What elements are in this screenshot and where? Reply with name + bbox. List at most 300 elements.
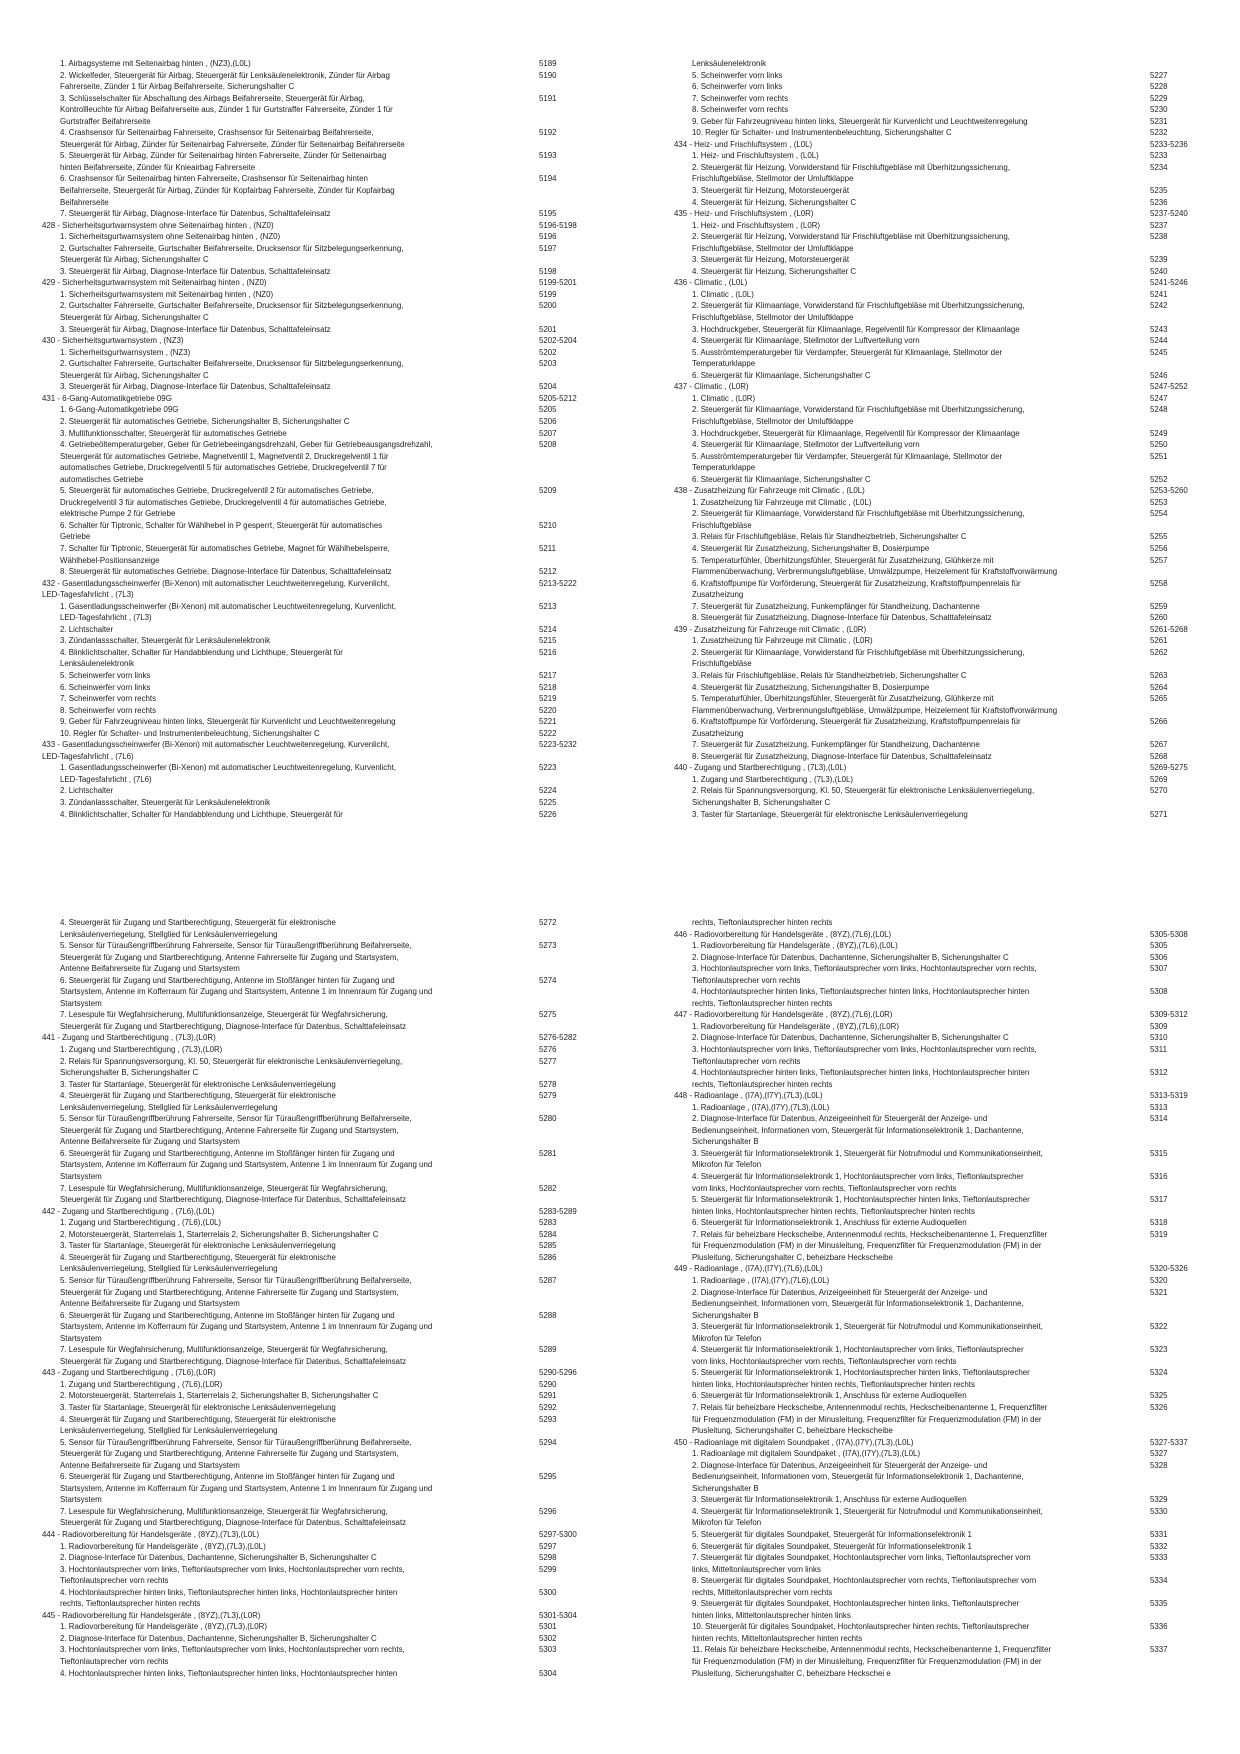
index-section-heading bbox=[674, 624, 1188, 636]
page-number: 5333 bbox=[1150, 1553, 1168, 1563]
page-number: 5253 bbox=[1150, 497, 1168, 507]
index-entry bbox=[674, 1113, 1174, 1148]
index-section-heading bbox=[42, 1529, 577, 1541]
page-number: 5210 bbox=[539, 520, 557, 530]
index-entry bbox=[674, 81, 1174, 93]
index-entry bbox=[42, 358, 557, 381]
entry-title: 2. Motorsteuergerät, Starterrelais 1, Starterrelais 2, Sicherungshalter B, Sicherungshalter C bbox=[60, 1391, 379, 1401]
page-number: 5265 bbox=[1150, 694, 1168, 704]
entry-title: 1. Sicherheitsgurtwarnsystem mit Seitenairbag hinten , (NZ0) bbox=[60, 289, 274, 299]
entry-title: 4. Steuergerät für Heizung, Sicherungshalter C bbox=[692, 197, 857, 207]
page-number: 5237 bbox=[1150, 220, 1168, 230]
index-entry bbox=[674, 1367, 1174, 1390]
page-number: 5214 bbox=[539, 624, 557, 634]
index-entry bbox=[674, 266, 1174, 278]
entry-title: 4. Steuergerät für Zusatzheizung, Sicherungshalter B, Dosierpumpe bbox=[692, 682, 930, 692]
entry-title: 4. Steuergerät für Informationselektronik 1, Hochtonlautsprecher vorn links, Tieftonlautsprecher vorn links, Hochtonlautsprecher vorn rechts, Tieftonlautsprecher vorn rechts bbox=[692, 1345, 1024, 1366]
entry-title: 2. Diagnose-Interface für Datenbus, Dachantenne, Sicherungshalter B, Sicherungshalter C bbox=[60, 1553, 377, 1563]
page-number: 5320-5326 bbox=[1150, 1264, 1188, 1274]
index-entry bbox=[674, 1032, 1174, 1044]
entry-title: 1. 6-Gang-Automatikgetriebe 09G bbox=[60, 405, 179, 415]
entry-title: 8. Steuergerät für Zusatzheizung, Diagnose-Interface für Datenbus, Schalttafeleinsatz bbox=[692, 613, 992, 623]
index-section-heading bbox=[674, 762, 1188, 774]
page-number: 5199-5201 bbox=[539, 278, 577, 288]
page-number: 5196-5198 bbox=[539, 220, 577, 230]
index-entry bbox=[674, 1506, 1174, 1529]
entry-title: 2. Diagnose-Interface für Datenbus, Anzeigeeinheit für Steuergerät der Anzeige- und Bedienungseinheit, Informationen vorn, Steuergerät für Informationselektronik 1, Dachantenne, Sicherungshalter B bbox=[692, 1460, 1024, 1493]
page-number: 5202 bbox=[539, 347, 557, 357]
entry-title: 3. Hochtonlautsprecher vorn links, Tieftonlautsprecher vorn links, Hochtonlautsprecher vorn rechts, Tieftonlautsprecher vorn rechts bbox=[692, 964, 1037, 985]
index-entry bbox=[42, 428, 557, 440]
page-number: 5259 bbox=[1150, 601, 1168, 611]
entry-title: 6. Scheinwerfer vorn links bbox=[60, 682, 151, 692]
page-number: 5200 bbox=[539, 301, 557, 311]
page-number: 5223-5232 bbox=[539, 740, 577, 750]
index-entry bbox=[42, 1506, 557, 1529]
entry-title: 6. Schalter für Tiptronic, Schalter für Wählhebel in P gesperrt, Steuergerät für automatisches Getriebe bbox=[60, 520, 383, 542]
page-number: 5308 bbox=[1150, 987, 1168, 997]
entry-title: 443 - Zugang und Startberechtigung , (7L6),(L0R) bbox=[42, 1368, 216, 1378]
page-number: 5278 bbox=[539, 1079, 557, 1089]
entry-title: 5. Steuergerät für automatisches Getriebe, Druckregelventil 2 für automatisches Getriebe, Druckregelventil 3 für automatisches Getriebe, Druckregelventil 4 für automatisches Getriebe, elektrische Pumpe 2 für Getriebe bbox=[60, 486, 387, 519]
page-number: 5318 bbox=[1150, 1218, 1168, 1228]
page-number: 5225 bbox=[539, 798, 557, 807]
entry-title: 5. Ausströmtemperaturgeber für Verdampfer, Steuergerät für Klimaanlage, Stellmotor der Temperaturklappe bbox=[692, 347, 1003, 369]
entry-title: 449 - Radioanlage , (I7A),(I7Y),(7L6),(L0L) bbox=[674, 1264, 823, 1274]
entry-title: 3. Zündanlassschalter, Steuergerät für Lenksäulenelektronik bbox=[60, 636, 271, 646]
index-entry bbox=[674, 497, 1174, 509]
entry-title: 9. Steuergerät für digitales Soundpaket, Hochtonlautsprecher hinten links, Tieftonlautsprecher hinten links, Mitteltonlautsprecher hinten links bbox=[692, 1599, 1020, 1620]
entry-title: 2. Steuergerät für Heizung, Vorwiderstand für Frischluftgebläse mit Überhitzungssicherung, Frischluftgebläse, Stellmotor der Umluftklappe bbox=[692, 232, 1010, 253]
page-number: 5326 bbox=[1150, 1402, 1168, 1412]
index-entry bbox=[674, 300, 1174, 323]
page-number: 5237-5240 bbox=[1150, 209, 1188, 219]
page-number: 5268 bbox=[1150, 751, 1168, 761]
index-section-heading bbox=[674, 485, 1188, 497]
entry-title: Lenksäulenelektronik bbox=[692, 59, 767, 68]
entry-title: 6. Steuergerät für Zugang und Startberechtigung, Antenne im Stoßfänger hinten für Zugang und Startsystem, Antenne im Kofferraum für Zugang und Startsystem, Antenne 1 im Innenraum für Zugang und Startsystem bbox=[60, 975, 433, 1008]
index-entry bbox=[42, 173, 557, 208]
entry-title: 5. Steuergerät für digitales Soundpaket, Steuergerät für Informationselektronik 1 bbox=[692, 1529, 972, 1539]
index-entry bbox=[674, 335, 1174, 347]
entry-title: 5. Temperaturfühler, Überhitzungsfühler, Steuergerät für Zusatzheizung, Glühkerze mit Flammenüberwachung, Verbrennungsluftgebläse, Umwälzpumpe, Heizelement für Kraftstoffvorwärmung bbox=[692, 694, 1058, 715]
page-number: 5219 bbox=[539, 694, 557, 704]
index-section-heading bbox=[42, 578, 577, 601]
page-number: 5331 bbox=[1150, 1529, 1168, 1539]
index-entry bbox=[42, 1056, 557, 1079]
entry-title: 2. Diagnose-Interface für Datenbus, Dachantenne, Sicherungshalter B, Sicherungshalter C bbox=[692, 952, 1009, 962]
index-entry bbox=[674, 1621, 1174, 1644]
page-number: 5233-5236 bbox=[1150, 139, 1188, 149]
entry-title: 5. Sensor für Türaußengriffberührung Fahrerseite, Sensor für Türaußengriffberührung Beifahrerseite, Steuergerät für Zugang und Startberechtigung, Antenne Fahrerseite für Zugang und Startsystem, Antenne Beifahrerseite für Zugang und Startsystem bbox=[60, 1437, 412, 1470]
page-number: 5205 bbox=[539, 405, 557, 415]
page-number: 5258 bbox=[1150, 578, 1168, 588]
entry-title: 8. Scheinwerfer vorn rechts bbox=[60, 705, 157, 715]
entry-title: 450 - Radioanlage mit digitalem Soundpaket , (I7A),(I7Y),(7L3),(L0L) bbox=[674, 1437, 914, 1447]
page-number: 5305-5308 bbox=[1150, 929, 1188, 939]
index-entry bbox=[42, 1344, 557, 1367]
page-number: 5236 bbox=[1150, 197, 1168, 207]
index-section-heading bbox=[674, 208, 1188, 220]
page-number: 5325 bbox=[1150, 1391, 1168, 1401]
page-number: 5283 bbox=[539, 1218, 557, 1228]
page-number: 5307 bbox=[1150, 964, 1168, 974]
index-entry bbox=[674, 220, 1174, 232]
entry-title: 2. Steuergerät für Klimaanlage, Vorwiderstand für Frischluftgebläse mit Überhitzungssicherung, Frischluftgebläse bbox=[692, 509, 1025, 530]
page-number: 5296 bbox=[539, 1506, 557, 1516]
page-number: 5289 bbox=[539, 1345, 557, 1355]
entry-title: 1. Zugang und Startberechtigung , (7L6),(L0R) bbox=[60, 1379, 223, 1389]
index-entry bbox=[42, 416, 557, 428]
index-entry bbox=[674, 428, 1174, 440]
page-number: 5297-5300 bbox=[539, 1529, 577, 1539]
index-entry bbox=[674, 162, 1174, 185]
entry-title: 4. Crashsensor für Seitenairbag Fahrerseite, Crashsensor für Seitenairbag Beifahrerseite, Steuergerät für Airbag, Zünder für Seitenairbag Fahrerseite, Zünder für Seitenairbag Beifahrerseite bbox=[60, 128, 405, 149]
entry-title: 2. Steuergerät für Klimaanlage, Vorwiderstand für Frischluftgebläse mit Überhitzungssicherung, Frischluftgebläse, Stellmotor der Umluftklappe bbox=[692, 405, 1025, 426]
index-entry bbox=[674, 1390, 1174, 1402]
index-entry bbox=[674, 612, 1174, 624]
entry-title: 6. Steuergerät für Informationselektronik 1, Anschluss für externe Audioquellen bbox=[692, 1218, 967, 1228]
page-number: 5306 bbox=[1150, 952, 1168, 962]
page-number: 5256 bbox=[1150, 543, 1168, 553]
entry-title: 4. Steuergerät für Klimaanlage, Stellmotor der Luftverteilung vorn bbox=[692, 440, 920, 450]
page-number: 5220 bbox=[539, 705, 557, 715]
entry-title: 3. Steuergerät für Airbag, Diagnose-Interface für Datenbus, Schalttafeleinsatz bbox=[60, 266, 331, 276]
page-number: 5223 bbox=[539, 763, 557, 773]
index-section-heading bbox=[42, 1032, 577, 1044]
page-number: 5279 bbox=[539, 1091, 557, 1101]
index-section-heading bbox=[42, 1206, 577, 1218]
index-entry bbox=[674, 952, 1174, 964]
entry-title: 7. Steuergerät für Zusatzheizung, Funkempfänger für Standheizung, Dachantenne bbox=[692, 601, 980, 611]
entry-title: 1. Radioanlage , (I7A),(I7Y),(7L6),(L0L) bbox=[692, 1275, 830, 1285]
page-number: 5202-5204 bbox=[539, 336, 577, 346]
index-section-heading bbox=[42, 739, 577, 762]
page-number: 5274 bbox=[539, 975, 557, 985]
page-number: 5195 bbox=[539, 209, 557, 219]
index-entry bbox=[42, 762, 557, 785]
index-entry bbox=[42, 347, 557, 359]
index-entry bbox=[674, 185, 1174, 197]
entry-title: 7. Relais für beheizbare Heckscheibe, Antennenmodul rechts, Heckscheibenantenne 1, Frequenzfilter für Frequenzmodulation (FM) in der Minusleitung, Frequenzfilter für Frequenzmodulation (FM) in der Plusleitung, Sicherungshalter C, beheizbare Heckscheibe bbox=[692, 1229, 1048, 1262]
entry-title: 2. Diagnose-Interface für Datenbus, Dachantenne, Sicherungshalter B, Sicherungshalter C bbox=[692, 1033, 1009, 1043]
page-number: 5227 bbox=[1150, 70, 1168, 80]
index-section-heading bbox=[674, 1009, 1188, 1021]
page-number: 5239 bbox=[1150, 255, 1168, 265]
page-number: 5322 bbox=[1150, 1322, 1168, 1332]
entry-title: 444 - Radiovorbereitung für Handelsgeräte , (8YZ),(7L3),(L0L) bbox=[42, 1529, 260, 1539]
index-entry bbox=[42, 485, 557, 520]
entry-title: 5. Scheinwerfer vorn links bbox=[692, 70, 783, 80]
page-number: 5310 bbox=[1150, 1033, 1168, 1043]
index-entry bbox=[42, 70, 557, 93]
page-number: 5303 bbox=[539, 1645, 557, 1655]
entry-title: 2. Lichtschalter bbox=[60, 624, 114, 634]
page-number: 5197 bbox=[539, 243, 557, 253]
page-number: 5235 bbox=[1150, 186, 1168, 196]
entry-title: 1. Climatic , (L0L) bbox=[692, 289, 754, 299]
index-entry bbox=[674, 917, 1174, 929]
index-entry bbox=[42, 682, 557, 694]
index-entry bbox=[42, 93, 557, 128]
entry-title: 6. Steuergerät für Zugang und Startberechtigung, Antenne im Stoßfänger hinten für Zugang und Startsystem, Antenne im Kofferraum für Zugang und Startsystem, Antenne 1 im Innenraum für Zugang und Startsystem bbox=[60, 1148, 433, 1182]
entry-title: 5. Sensor für Türaußengriffberührung Fahrerseite, Sensor für Türaußengriffberührung Beifahrerseite, Steuergerät für Zugang und Startberechtigung, Antenne Fahrerseite für Zugang und Startsystem, Antenne Beifahrerseite für Zugang und Startsystem bbox=[60, 1114, 412, 1147]
entry-title: 1. Climatic , (L0R) bbox=[692, 393, 756, 403]
page-number: 5320 bbox=[1150, 1275, 1168, 1285]
entry-title: 1. Zugang und Startberechtigung , (7L3),(L0R) bbox=[60, 1045, 223, 1055]
page-number: 5245 bbox=[1150, 347, 1168, 357]
page-number: 5263 bbox=[1150, 670, 1168, 680]
page-number: 5323 bbox=[1150, 1345, 1168, 1355]
page-number: 5222 bbox=[539, 728, 557, 738]
index-entry bbox=[42, 566, 557, 578]
index-entry bbox=[674, 1541, 1174, 1553]
entry-title: 428 - Sicherheitsgurtwarnsystem ohne Seitenairbag hinten , (NZ0) bbox=[42, 220, 274, 230]
entry-title: 8. Steuergerät für Zusatzheizung, Diagnose-Interface für Datenbus, Schalttafeleinsatz bbox=[692, 751, 992, 761]
index-section-heading bbox=[674, 1090, 1188, 1102]
index-entry bbox=[674, 751, 1174, 763]
page-number: 5232 bbox=[1150, 128, 1168, 138]
entry-title: 10. Regler für Schalter- und Instrumentenbeleuchtung, Sicherungshalter C bbox=[692, 128, 952, 138]
page-number: 5283-5289 bbox=[539, 1206, 577, 1216]
index-entry bbox=[674, 1102, 1174, 1114]
index-section-heading bbox=[42, 277, 577, 289]
index-entry bbox=[42, 543, 556, 566]
index-entry bbox=[674, 1148, 1174, 1171]
page-number: 5241-5246 bbox=[1150, 278, 1188, 288]
index-entry bbox=[42, 785, 557, 797]
index-entry bbox=[674, 1021, 1174, 1033]
index-entry bbox=[42, 231, 557, 243]
entry-title: 1. Zusatzheizung für Fahrzeuge mit Climatic , (L0L) bbox=[692, 497, 872, 507]
index-entry bbox=[42, 624, 557, 636]
index-entry bbox=[674, 70, 1174, 82]
entry-title: 429 - Sicherheitsgurtwarnsystem mit Seitenairbag hinten , (NZ0) bbox=[42, 278, 267, 288]
entry-title: 3. Steuergerät für Informationselektronik 1, Anschluss für externe Audioquellen bbox=[692, 1495, 967, 1505]
page-number: 5247 bbox=[1150, 393, 1168, 403]
entry-title: 435 - Heiz- und Frischluftsystem , (L0R) bbox=[674, 209, 814, 219]
page-number: 5252 bbox=[1150, 474, 1168, 484]
index-entry bbox=[42, 1668, 557, 1680]
entry-title: 1. Radiovorbereitung für Handelsgeräte , (8YZ),(7L3),(L0L) bbox=[60, 1541, 266, 1551]
index-entry bbox=[674, 578, 1174, 601]
page-number: 5224 bbox=[539, 786, 557, 796]
entry-title: 3. Taster für Startanlage, Steuergerät für elektronische Lenksäulenverriegelung bbox=[692, 809, 968, 819]
entry-title: 3. Hochtonlautsprecher vorn links, Tieftonlautsprecher vorn links, Hochtonlautsprecher vorn rechts, Tieftonlautsprecher vorn rechts bbox=[60, 1564, 405, 1586]
entry-title: 10. Steuergerät für digitales Soundpaket, Hochtonlautsprecher hinten rechts, Tieftonlautsprecher hinten rechts, Mitteltonlautsprecher hinten rechts bbox=[692, 1622, 1030, 1643]
index-section-heading bbox=[42, 1610, 577, 1622]
entry-title: 432 - Gasentladungsscheinwerfer (Bi-Xenon) mit automatischer Leuchtweitenregelung, Kurvenlicht, LED-Tagesfahrlicht , (7L3) bbox=[42, 578, 390, 600]
page-number: 5280 bbox=[539, 1114, 557, 1124]
index-entry bbox=[42, 635, 557, 647]
entry-title: 3. Hochdruckgeber, Steuergerät für Klimaanlage, Regelventil für Kompressor der Klimaanlage bbox=[692, 428, 1020, 438]
entry-title: 2. Motorsteuergerät, Starterrelais 1, Starterrelais 2, Sicherungshalter B, Sicherungshalter C bbox=[60, 1229, 379, 1239]
index-entry bbox=[674, 986, 1174, 1009]
page-number: 5302 bbox=[539, 1633, 557, 1643]
entry-title: 5. Scheinwerfer vorn links bbox=[60, 670, 151, 680]
page-number: 5299 bbox=[539, 1564, 557, 1574]
index-entry bbox=[674, 531, 1174, 543]
page-number: 5192 bbox=[539, 128, 557, 138]
index-entry bbox=[42, 1310, 557, 1345]
entry-title: 7. Scheinwerfer vorn rechts bbox=[692, 93, 789, 103]
page-number: 5207 bbox=[539, 428, 557, 438]
index-entry bbox=[42, 150, 557, 173]
index-entry bbox=[674, 1194, 1174, 1217]
page-number: 5201 bbox=[539, 324, 557, 334]
page-number: 5213 bbox=[539, 601, 557, 611]
index-entry bbox=[674, 682, 1174, 694]
index-entry bbox=[674, 543, 1174, 555]
page-number: 5270 bbox=[1150, 786, 1168, 796]
entry-title: 3. Taster für Startanlage, Steuergerät für elektronische Lenksäulenverriegelung bbox=[60, 1241, 336, 1251]
page-number: 5272 bbox=[539, 918, 557, 927]
entry-title: 6. Steuergerät für Klimaanlage, Sicherungshalter C bbox=[692, 474, 871, 484]
index-section-heading bbox=[42, 335, 577, 347]
index-entry bbox=[674, 1575, 1174, 1598]
page-number: 5244 bbox=[1150, 336, 1168, 346]
entry-title: 2. Steuergerät für automatisches Getriebe, Sicherungshalter B, Sicherungshalter C bbox=[60, 416, 350, 426]
entry-title: 5. Steuergerät für Informationselektronik 1, Hochtonlautsprecher hinten links, Tieftonlautsprecher hinten links, Hochtonlautsprecher hinten rechts, Tieftonlautsprecher hinten rechts bbox=[692, 1368, 1030, 1389]
entry-title: 9. Geber für Fahrzeugniveau hinten links, Steuergerät für Kurvenlicht und Leuchtweitenregelung bbox=[60, 717, 396, 727]
page-number: 5273 bbox=[539, 941, 557, 951]
entry-title: 4. Steuergerät für Zugang und Startberechtigung, Steuergerät für elektronische Lenksäulenverriegelung, Stellglied für Lenksäulenverriegelung bbox=[60, 1414, 336, 1436]
index-entry bbox=[674, 647, 1174, 670]
entry-title: 2. Wickelfeder, Steuergerät für Airbag, Steuergerät für Lenksäulenelektronik, Zünder für Airbag Fahrerseite, Zünder 1 für Airbag Beifahrerseite, Sicherungshalter C bbox=[60, 70, 390, 92]
index-entry bbox=[674, 809, 1174, 821]
entry-title: 6. Kraftstoffpumpe für Vorförderung, Steuergerät für Zusatzheizung, Kraftstoffpumpenrelais für Zusatzheizung bbox=[692, 578, 1021, 600]
entry-title: 2. Gurtschalter Fahrerseite, Gurtschalter Beifahrerseite, Drucksensor für Sitzbelegungserkennung, Steuergerät für Airbag, Sicherungshalter C bbox=[60, 301, 404, 323]
page-number: 5196 bbox=[539, 232, 557, 242]
page-number: 5312 bbox=[1150, 1068, 1168, 1078]
page-number: 5206 bbox=[539, 416, 557, 426]
index-entry bbox=[674, 1287, 1174, 1322]
page-number: 5230 bbox=[1150, 105, 1168, 115]
index-entry bbox=[42, 1633, 557, 1645]
index-entry bbox=[674, 739, 1174, 751]
page-number: 5298 bbox=[539, 1553, 557, 1563]
entry-title: 2. Diagnose-Interface für Datenbus, Dachantenne, Sicherungshalter B, Sicherungshalter C bbox=[60, 1633, 377, 1643]
index-entry bbox=[674, 670, 1174, 682]
page-number: 5213-5222 bbox=[539, 578, 577, 588]
page-number: 5266 bbox=[1150, 717, 1168, 727]
page-number: 5284 bbox=[539, 1229, 557, 1239]
entry-title: 1. Radiovorbereitung für Handelsgeräte , (8YZ),(7L6),(L0R) bbox=[692, 1021, 900, 1031]
entry-title: 6. Scheinwerfer vorn links bbox=[692, 82, 783, 92]
entry-title: 434 - Heiz- und Frischluftsystem , (L0L) bbox=[674, 139, 813, 149]
page-number: 5254 bbox=[1150, 509, 1168, 519]
page-number: 5277 bbox=[539, 1056, 557, 1066]
page-number: 5332 bbox=[1150, 1541, 1168, 1551]
entry-title: 1. Radioanlage mit digitalem Soundpaket , (I7A),(I7Y),(7L3),(L0L) bbox=[692, 1449, 921, 1459]
page-number: 5314 bbox=[1150, 1114, 1168, 1124]
entry-title: 1. Sicherheitsgurtwarnsystem , (NZ3) bbox=[60, 347, 191, 357]
entry-title: 4. Steuergerät für Zugang und Startberechtigung, Steuergerät für elektronische Lenksäulenverriegelung, Stellglied für Lenksäulenverriegelung bbox=[60, 1091, 336, 1112]
index-entry bbox=[42, 381, 557, 393]
entry-title: 446 - Radiovorbereitung für Handelsgeräte , (8YZ),(7L6),(L0L) bbox=[674, 929, 892, 939]
entry-title: 430 - Sicherheitsgurtwarnsystem , (NZ3) bbox=[42, 336, 184, 346]
entry-title: 6. Steuergerät für Informationselektronik 1, Anschluss für externe Audioquellen bbox=[692, 1391, 967, 1401]
index-entry bbox=[674, 1552, 1174, 1575]
page-number: 5295 bbox=[539, 1472, 557, 1482]
entry-title: 3. Relais für Frischluftgebläse, Relais für Standheizbetrieb, Sicherungshalter C bbox=[692, 670, 967, 680]
page-number: 5251 bbox=[1150, 451, 1168, 461]
index-entry bbox=[42, 520, 557, 543]
index-entry bbox=[42, 1541, 557, 1553]
page-number: 5313 bbox=[1150, 1102, 1168, 1112]
index-entry bbox=[674, 93, 1174, 105]
index-entry bbox=[674, 1448, 1174, 1460]
entry-title: 4. Steuergerät für Heizung, Sicherungshalter C bbox=[692, 266, 857, 276]
index-entry bbox=[42, 243, 557, 266]
index-entry bbox=[674, 635, 1174, 647]
index-section-heading bbox=[674, 1437, 1188, 1449]
page-number: 5309 bbox=[1150, 1021, 1168, 1031]
page-number: 5327-5337 bbox=[1150, 1437, 1188, 1447]
entry-title: 7. Relais für beheizbare Heckscheibe, Antennenmodul rechts, Heckscheibenantenne 1, Frequenzfilter für Frequenzmodulation (FM) in der Minusleitung, Frequenzfilter für Frequenzmodulation (FM) in der Plusleitung, Sicherungshalter C, beheizbare Heckscheibe bbox=[692, 1402, 1048, 1436]
entry-title: 2. Steuergerät für Klimaanlage, Vorwiderstand für Frischluftgebläse mit Überhitzungssicherung, Frischluftgebläse bbox=[692, 647, 1025, 669]
index-entry bbox=[674, 1275, 1174, 1287]
index-entry bbox=[674, 785, 1174, 808]
index-entry bbox=[674, 1217, 1174, 1229]
index-entry bbox=[42, 1552, 557, 1564]
index-entry bbox=[42, 601, 557, 624]
entry-title: 1. Zusatzheizung für Fahrzeuge mit Climatic , (L0R) bbox=[692, 636, 873, 646]
index-entry bbox=[42, 127, 557, 150]
page-number: 5321 bbox=[1150, 1287, 1168, 1297]
entry-title: 7. Lesespule für Wegfahrsicherung, Multifunktionsanzeige, Steuergerät für Wegfahrsicherung, Steuergerät für Zugang und Startberechtigung, Diagnose-Interface für Datenbus, Schalttafeleinsatz bbox=[60, 1183, 407, 1205]
entry-title: 6. Crashsensor für Seitenairbag hinten Fahrerseite, Crashsensor für Seitenairbag hinten Beifahrerseite, Steuergerät für Airbag, Zünder für Kopfairbag Fahrerseite, Zünder für Kopfairbag Beifahrerseite bbox=[60, 174, 395, 207]
entry-title: 4. Blinklichtschalter, Schalter für Handabblendung und Lichthupe, Steuergerät für bbox=[60, 809, 343, 819]
page-number: 5233 bbox=[1150, 151, 1168, 161]
index-entry bbox=[674, 127, 1174, 139]
entry-title: 5. Steuergerät für Informationselektronik 1, Hochtonlautsprecher hinten links, Tieftonlautsprecher hinten links, Hochtonlautsprecher hinten rechts, Tieftonlautsprecher hinten rechts bbox=[692, 1195, 1030, 1216]
entry-title: 4. Getriebeöltemperaturgeber, Geber für Getriebeeingangsdrehzahl, Geber für Getriebeausgangsdrehzahl, Steuergerät für automatisches Getriebe, Magnetventil 1, Magnetventil 2, Druckregelventil 1 für automatisches Getriebe, Druckregelventil 5 für automatisches Getriebe, Druckregelventil 7 für automatisches Getriebe bbox=[60, 440, 433, 484]
index-entry bbox=[674, 393, 1174, 405]
page-number: 5337 bbox=[1150, 1645, 1168, 1655]
index-entry bbox=[674, 508, 1174, 531]
entry-title: 431 - 6-Gang-Automatikgetriebe 09G bbox=[42, 393, 172, 403]
page-number: 5217 bbox=[539, 670, 557, 680]
index-entry bbox=[42, 797, 557, 809]
entry-title: 8. Scheinwerfer vorn rechts bbox=[692, 105, 789, 115]
index-entry bbox=[42, 1437, 557, 1472]
page-number: 5311 bbox=[1150, 1045, 1167, 1055]
index-entry bbox=[674, 474, 1174, 486]
page-number: 5204 bbox=[539, 382, 557, 392]
page-number: 5329 bbox=[1150, 1495, 1168, 1505]
page-number: 5276 bbox=[539, 1045, 557, 1055]
page-number: 5246 bbox=[1150, 370, 1168, 380]
page-number: 5317 bbox=[1150, 1195, 1168, 1205]
index-entry bbox=[42, 300, 557, 323]
index-entry bbox=[674, 150, 1174, 162]
entry-title: 3. Taster für Startanlage, Steuergerät für elektronische Lenksäulenverriegelung bbox=[60, 1402, 336, 1412]
index-entry bbox=[42, 1009, 557, 1032]
entry-title: 2. Steuergerät für Klimaanlage, Vorwiderstand für Frischluftgebläse mit Überhitzungssicherung, Frischluftgebläse, Stellmotor der Umluftklappe bbox=[692, 301, 1025, 323]
index-entry bbox=[42, 1090, 557, 1113]
index-entry bbox=[674, 940, 1174, 952]
page-number: 5294 bbox=[539, 1437, 557, 1447]
entry-title: 1. Sicherheitsgurtwarnsystem ohne Seitenairbag hinten , (NZ0) bbox=[60, 232, 281, 242]
page-number: 5240 bbox=[1150, 266, 1168, 276]
page-number: 5275 bbox=[539, 1010, 557, 1020]
entry-title: 4. Blinklichtschalter, Schalter für Handabblendung und Lichthupe, Steuergerät für Lenksäulenelektronik bbox=[60, 647, 343, 669]
entry-title: 5. Temperaturfühler, Überhitzungsfühler, Steuergerät für Zusatzheizung, Glühkerze mit Flammenüberwachung, Verbrennungsluftgebläse, Umwälzpumpe, Heizelement für Kraftstoffvorwärmung bbox=[692, 555, 1058, 577]
page-number: 5281 bbox=[539, 1148, 557, 1158]
page-number: 5287 bbox=[539, 1275, 557, 1285]
entry-title: 4. Hochtonlautsprecher hinten links, Tieftonlautsprecher hinten links, Hochtonlautsprecher hinten rechts, Tieftonlautsprecher hinten rechts bbox=[60, 1587, 398, 1609]
